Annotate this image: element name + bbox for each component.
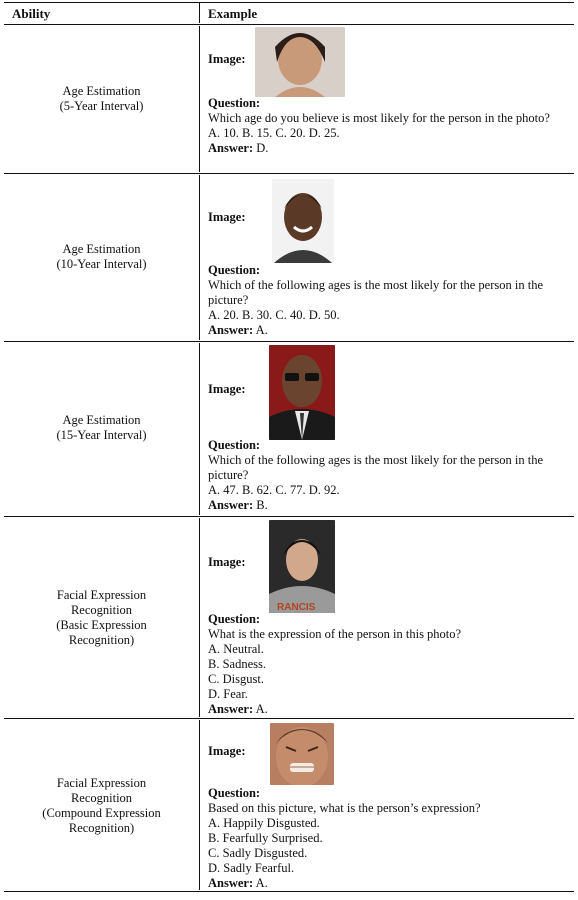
answer-label: Answer: [208,141,254,155]
example-cell [208,438,568,513]
table-top-rule [4,2,574,3]
question-text: Which of the following ages is the most likely for the person in the picture? [208,278,543,307]
question-text: Based on this picture, what is the person’s expression? [208,801,481,815]
row-separator [4,718,574,719]
man-in-hoodie-photo [269,520,335,613]
ability-line: Recognition [70,791,133,805]
ability-cell [4,413,199,443]
example-cell [208,786,568,891]
image-label: Image: [208,382,246,396]
answer-label: Answer: [208,702,254,716]
answer-label: Answer: [208,323,254,337]
ability-line: (15-Year Interval) [56,428,147,442]
table-bottom-rule [4,891,574,892]
options-text: A. 20. B. 30. C. 40. D. 50. [208,308,340,322]
woman-portrait-photo [255,27,345,97]
ability-line: Age Estimation [62,242,141,256]
question-text: Which age do you believe is most likely for the person in the photo? [208,111,550,125]
ability-line: (Compound Expression [42,806,161,820]
answer-value: A. [255,323,268,337]
question-label: Question: [208,786,261,800]
ability-line: (10-Year Interval) [56,257,147,271]
options-text: A. 10. B. 15. C. 20. D. 25. [208,126,340,140]
ability-line: Recognition [70,603,133,617]
answer-value: B. [256,498,268,512]
man-with-glasses-photo [269,345,335,440]
row-separator [4,173,574,174]
column-divider [199,720,200,890]
ability-line: Recognition) [68,633,135,647]
option-c: C. Sadly Disgusted. [208,846,308,860]
image-label: Image: [208,744,246,758]
option-a: A. Neutral. [208,642,264,656]
answer-line [208,323,568,338]
image-label: Image: [208,555,246,569]
option-d: D. Sadly Fearful. [208,861,295,875]
question-text: Which of the following ages is the most likely for the person in the picture? [208,453,543,482]
ability-line: Recognition) [68,821,135,835]
column-divider [199,26,200,172]
ability-line: (5-Year Interval) [59,99,144,113]
svg-text:RANCIS: RANCIS [277,602,316,613]
man-grimacing-photo [270,723,334,785]
image-label: Image: [208,52,246,66]
option-b: B. Fearfully Surprised. [208,831,323,845]
ability-line: (Basic Expression [56,618,147,632]
ability-line: Facial Expression [56,588,147,602]
option-c: C. Disgust. [208,672,264,686]
example-cell [208,96,568,156]
options-text: A. 47. B. 62. C. 77. D. 92. [208,483,340,497]
question-label: Question: [208,96,261,110]
header-example: Example [208,6,258,21]
ability-cell [4,588,199,648]
row-separator [4,516,574,517]
column-divider [199,175,200,340]
image-label: Image: [208,210,246,224]
answer-value: A. [255,702,268,716]
header-rule [4,24,574,25]
ability-cell [4,776,199,836]
question-label: Question: [208,263,261,277]
answer-line [208,141,568,156]
ability-cell [4,242,199,272]
header-ability: Ability [12,6,51,21]
answer-value: A. [255,876,268,890]
option-a: A. Happily Disgusted. [208,816,320,830]
row-separator [4,341,574,342]
answer-value: D. [256,141,269,155]
young-man-smiling-photo [272,179,334,263]
question-label: Question: [208,438,261,452]
ability-line: Facial Expression [56,776,147,790]
option-d: D. Fear. [208,687,248,701]
column-divider [199,343,200,515]
answer-line [208,876,568,891]
ability-line: Age Estimation [62,413,141,427]
question-text: What is the expression of the person in this photo? [208,627,462,641]
answer-label: Answer: [208,876,254,890]
example-cell [208,263,568,338]
question-label: Question: [208,612,261,626]
answer-label: Answer: [208,498,254,512]
column-divider [199,3,200,23]
ability-line: Age Estimation [62,84,141,98]
column-divider [199,518,200,717]
option-b: B. Sadness. [208,657,266,671]
answer-line [208,498,568,513]
ability-cell [4,84,199,114]
answer-line [208,702,568,717]
example-cell [208,612,568,717]
